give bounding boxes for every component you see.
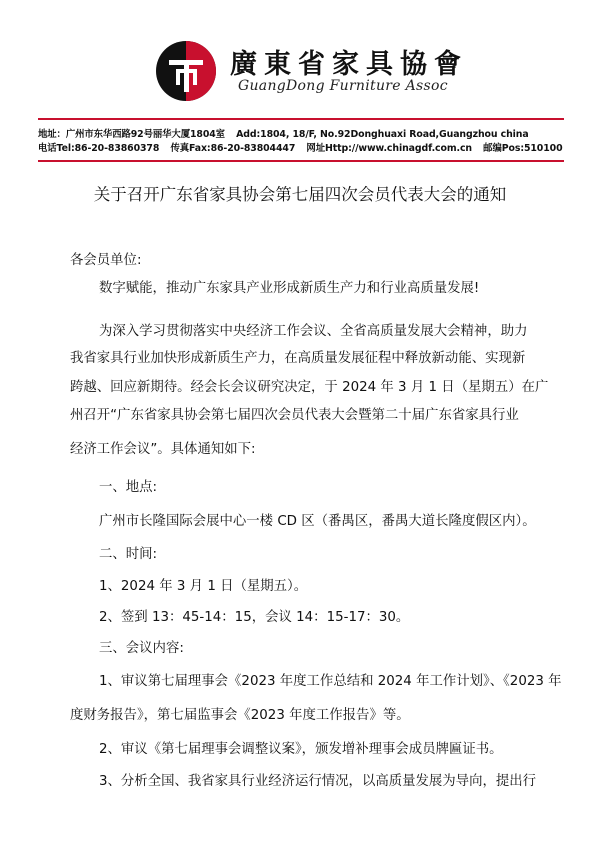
paragraph-line: 3、分析全国、我省家具行业经济运行情况，以高质量发展为导向，提出行: [99, 774, 537, 789]
address-en: Add:1804, 18/F, No.92Donghuaxi Road,Guangzhou china: [236, 129, 529, 140]
section-heading-location: 一、地点:: [99, 480, 158, 495]
paragraph-line: 度财务报告》，第七届监事会《2023 年度工作报告》等。: [70, 708, 410, 723]
address-cn: 地址：广州市东华西路92号丽华大厦1804室: [38, 129, 225, 140]
paragraph-line: 广州市长隆国际会展中心一楼 CD 区（番禺区，番禺大道长隆度假区内）。: [99, 514, 536, 529]
telephone: 电话Tel:86-20-83860378: [38, 143, 160, 154]
document-title: 关于召开广东省家具协会第七届四次会员代表大会的通知: [93, 185, 507, 204]
paragraph-line: 数字赋能，推动广东家具产业形成新质生产力和行业高质量发展!: [99, 281, 480, 296]
paragraph-line: 州召开“广东省家具协会第七届四次会员代表大会暨第二十届广东省家具行业: [70, 408, 519, 423]
letterhead-bottom-rule: [38, 160, 564, 162]
postcode: 邮编Pos:510100: [483, 143, 563, 154]
fax: 传真Fax:86-20-83804447: [170, 143, 296, 154]
section-heading-content: 三、会议内容:: [99, 641, 184, 656]
paragraph-line: 1、审议第七届理事会《2023 年度工作总结和 2024 年工作计划》、《2023 年: [99, 674, 562, 689]
paragraph-line: 跨越、回应新期待。经会长会议研究决定，于 2024 年 3 月 1 日（星期五）在广: [70, 380, 549, 395]
salutation: 各会员单位:: [70, 253, 142, 268]
paragraph-line: 1、2024 年 3 月 1 日（星期五）。: [99, 579, 308, 594]
association-logo-icon: [155, 40, 217, 102]
organization-name-cn: 廣東省家具協會: [230, 49, 468, 80]
paragraph-line: 经济工作会议”。具体通知如下:: [70, 442, 256, 457]
letterhead-top-rule: [38, 118, 564, 120]
section-heading-time: 二、时间:: [99, 547, 158, 562]
organization-name-en: GuangDong Furniture Assoc: [238, 78, 448, 94]
contact-line-address: [38, 126, 568, 140]
website-link[interactable]: 网址Http://www.chinagdf.com.cn: [306, 143, 472, 154]
paragraph-line: 2、签到 13：45-14：15，会议 14：15-17：30。: [99, 610, 410, 625]
paragraph-line: 为深入学习贯彻落实中央经济工作会议、全省高质量发展大会精神，助力: [99, 324, 528, 339]
paragraph-line: 我省家具行业加快形成新质生产力，在高质量发展征程中释放新动能、实现新: [70, 351, 526, 366]
contact-line-phone: [38, 140, 568, 154]
paragraph-line: 2、审议《第七届理事会调整议案》，颁发增补理事会成员牌匾证书。: [99, 742, 503, 757]
